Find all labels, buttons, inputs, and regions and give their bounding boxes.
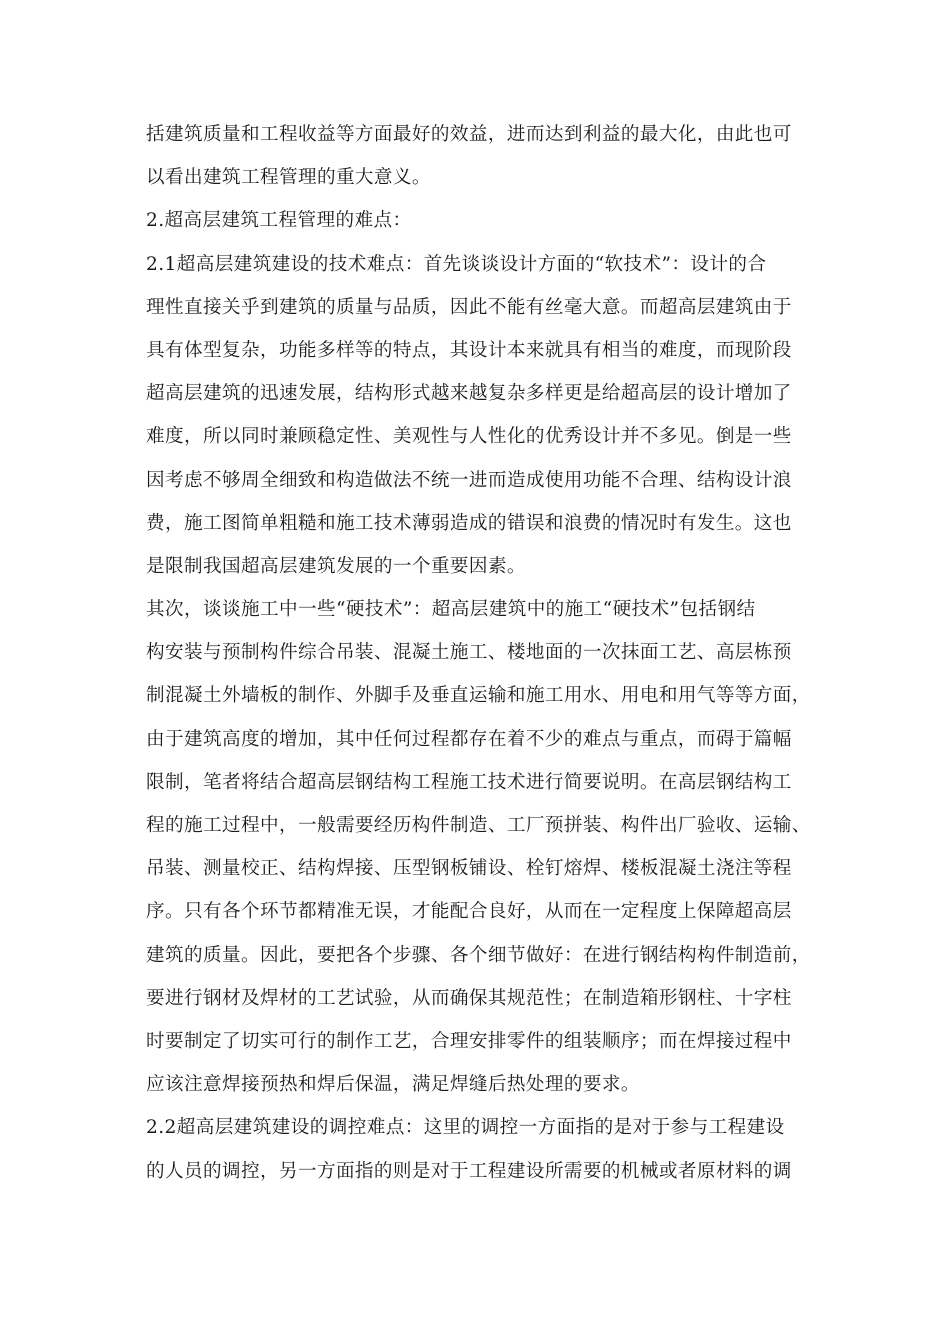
text-line: 序。只有各个环节都精准无误，才能配合良好，从而在一定程度上保障超高层 — [146, 901, 792, 923]
text-line: 程的施工过程中，一般需要经历构件制造、工厂预拼装、构件出厂验收、运输、 — [146, 815, 811, 836]
text-line: 要进行钢材及焊材的工艺试验，从而确保其规范性；在制造箱形钢柱、十字柱 — [146, 987, 792, 1009]
text-line: 建筑的质量。因此，要把各个步骤、各个细节做好：在进行钢结构构件制造前， — [146, 944, 811, 966]
text-line: 吊装、测量校正、结构焊接、压型钢板铺设、栓钉熔焊、楼板混凝土浇注等程 — [146, 858, 792, 880]
text-line: 制混凝土外墙板的制作、外脚手及垂直运输和施工用水、用电和用气等等方面， — [146, 685, 811, 707]
text-line: 理性直接关乎到建筑的质量与品质，因此不能有丝毫大意。而超高层建筑由于 — [146, 296, 792, 318]
text-line: 其次，谈谈施工中一些“硬技术”：超高层建筑中的施工“硬技术”包括钢结 — [146, 599, 756, 621]
text-line: 2.2超高层建筑建设的调控难点：这里的调控一方面指的是对于参与工程建设 — [146, 1117, 785, 1139]
text-line: 应该注意焊接预热和焊后保温，满足焊缝后热处理的要求。 — [146, 1074, 640, 1096]
text-line: 限制，笔者将结合超高层钢结构工程施工技术进行简要说明。在高层钢结构工 — [146, 771, 792, 793]
text-line: 是限制我国超高层建筑发展的一个重要因素。 — [146, 555, 526, 577]
text-line: 括建筑质量和工程收益等方面最好的效益，进而达到利益的最大化，由此也可 — [146, 124, 792, 145]
text-line: 2.1超高层建筑建设的技术难点：首先谈谈设计方面的“软技术”：设计的合 — [146, 253, 767, 275]
text-line: 的人员的调控，另一方面指的则是对于工程建设所需要的机械或者原材料的调 — [146, 1160, 792, 1182]
text-line: 具有体型复杂，功能多样等的特点，其设计本来就具有相当的难度，而现阶段 — [146, 339, 792, 361]
body-text — [146, 113, 811, 1193]
text-line: 因考虑不够周全细致和构造做法不统一进而造成使用功能不合理、结构设计浪 — [146, 469, 792, 491]
section-heading: 2.超高层建筑工程管理的难点： — [146, 210, 412, 232]
text-line: 由于建筑高度的增加，其中任何过程都存在着不少的难点与重点，而碍于篇幅 — [146, 728, 792, 750]
text-line: 超高层建筑的迅速发展，结构形式越来越复杂多样更是给超高层的设计增加了 — [146, 383, 792, 405]
text-line: 费，施工图简单粗糙和施工技术薄弱造成的错误和浪费的情况时有发生。这也 — [146, 512, 792, 534]
text-line: 以看出建筑工程管理的重大意义。 — [146, 167, 431, 189]
text-line: 时要制定了切实可行的制作工艺，合理安排零件的组装顺序；而在焊接过程中 — [146, 1030, 792, 1052]
text-line: 构安装与预制构件综合吊装、混凝土施工、楼地面的一次抹面工艺、高层栋预 — [146, 642, 792, 664]
text-line: 难度，所以同时兼顾稳定性、美观性与人性化的优秀设计并不多见。倒是一些 — [146, 426, 792, 448]
